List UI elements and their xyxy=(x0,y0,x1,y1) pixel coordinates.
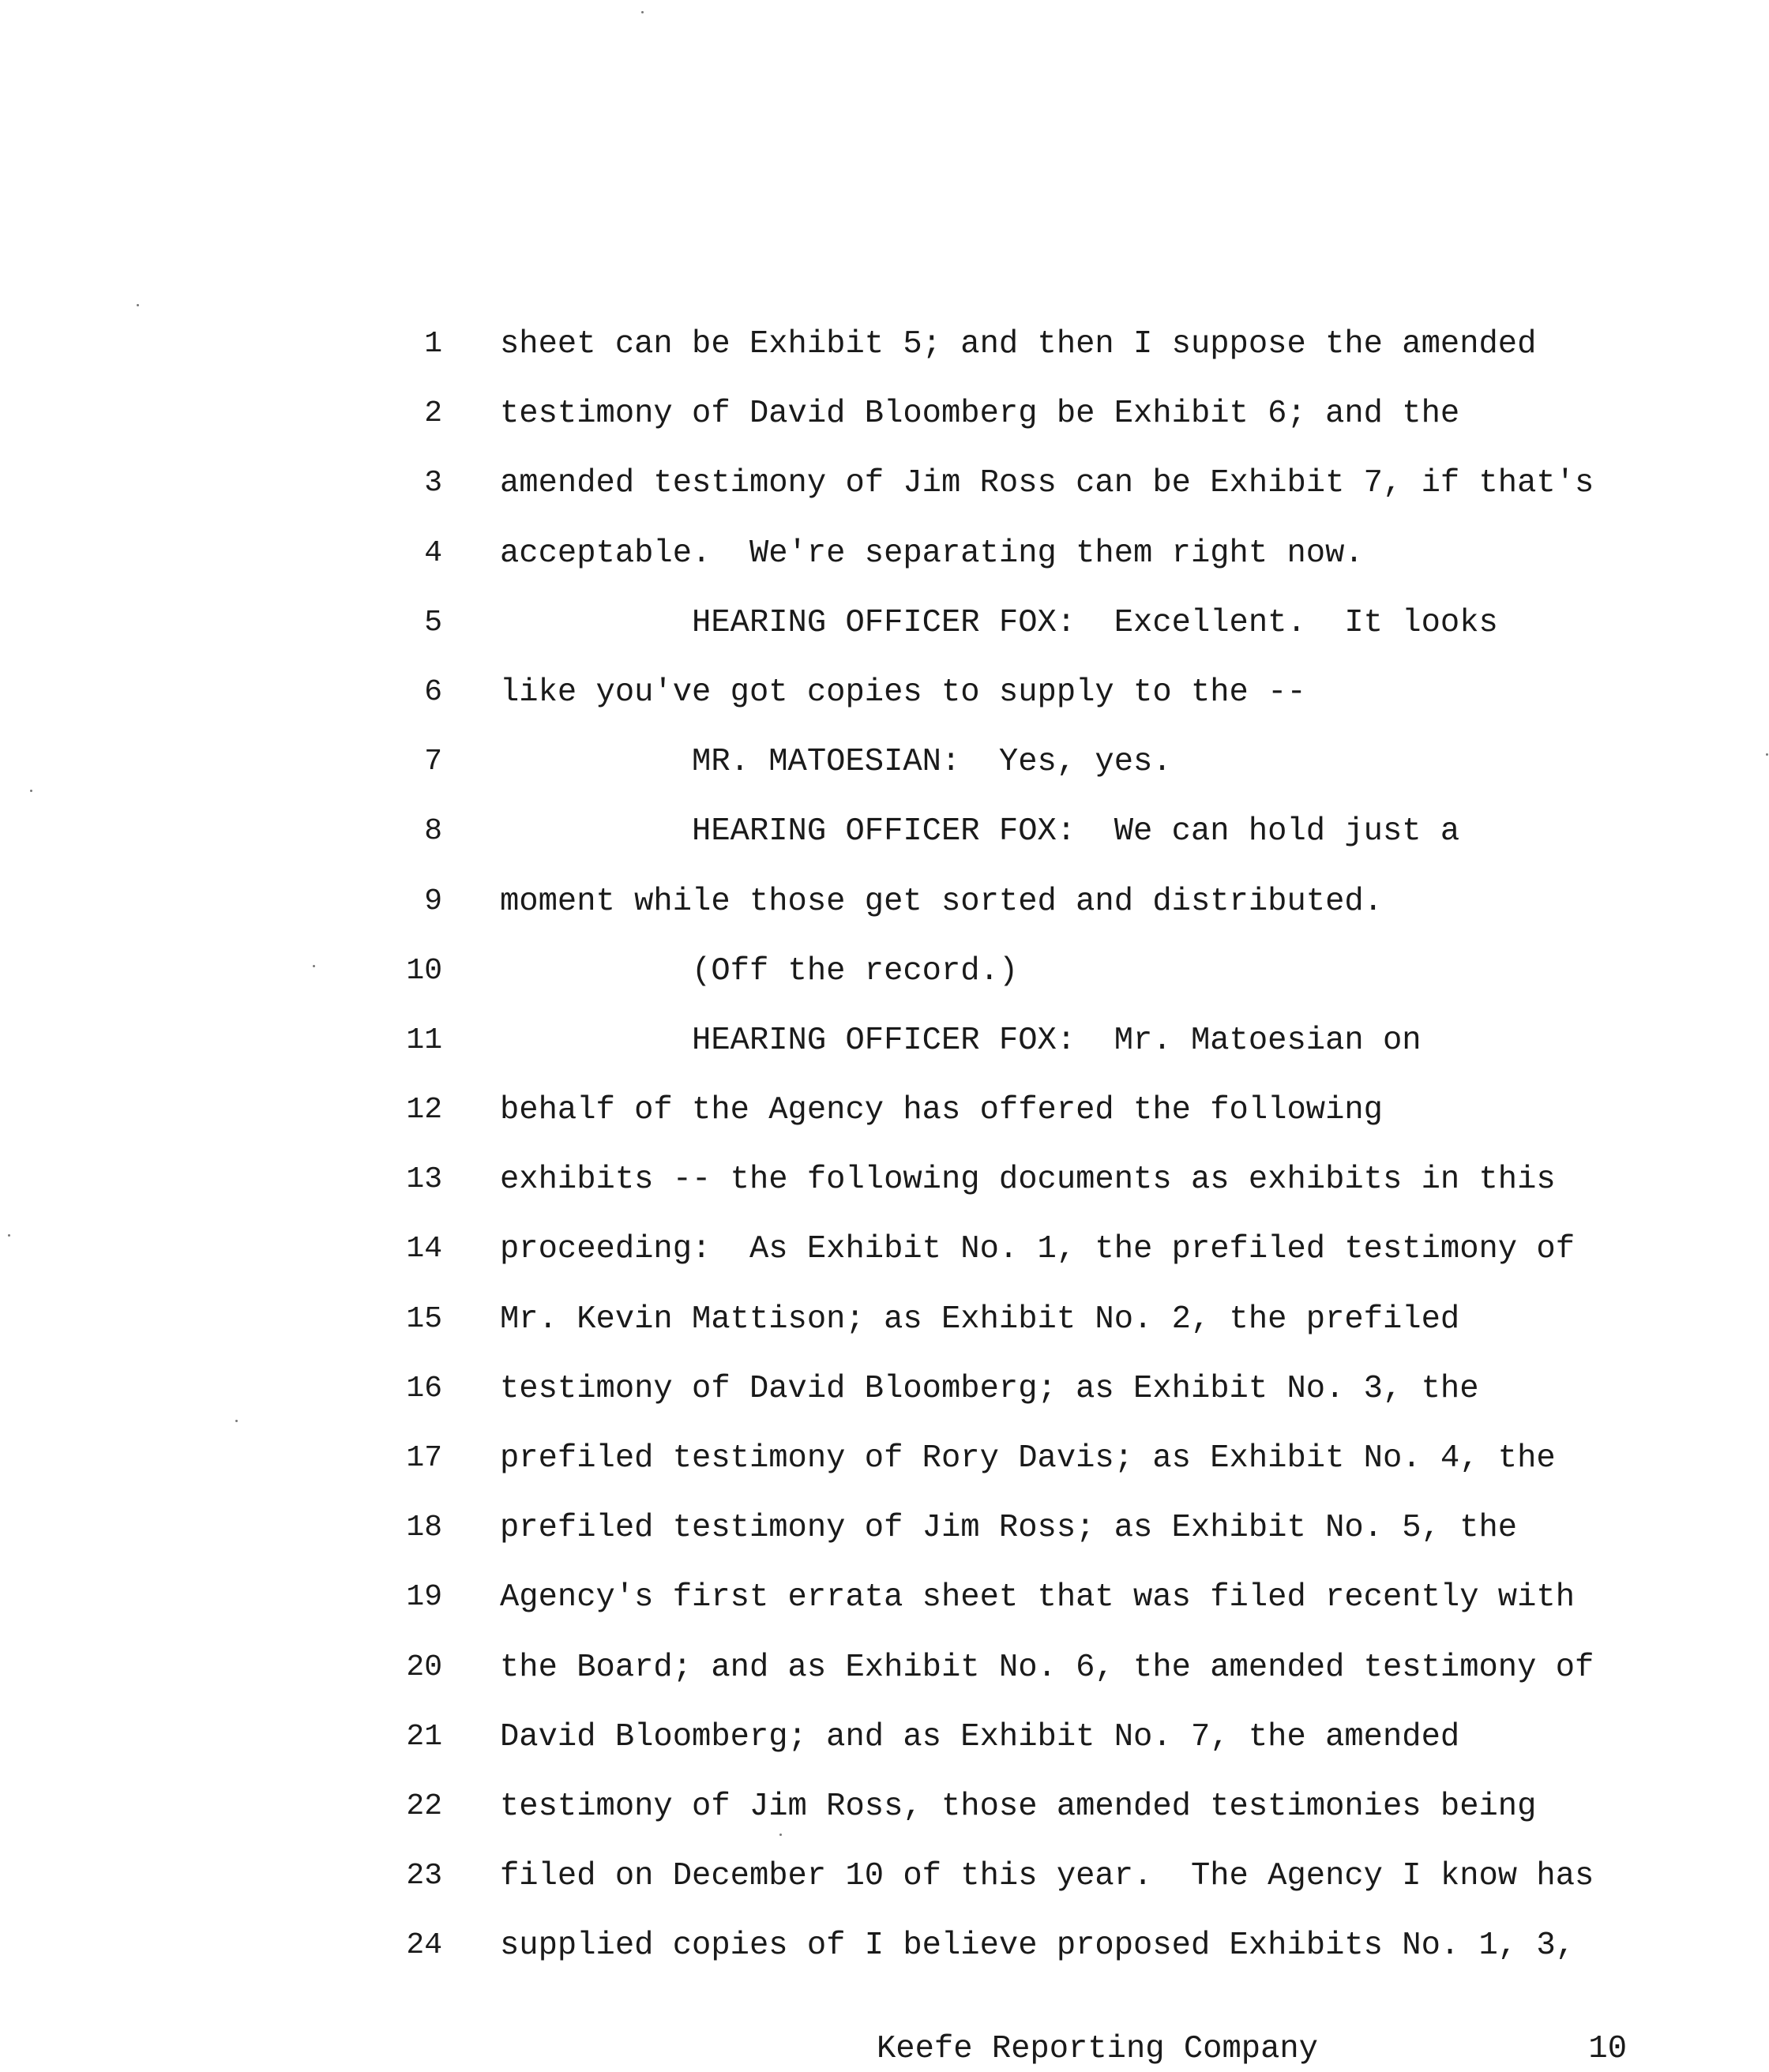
transcript-line xyxy=(0,1922,1769,1991)
transcript-line xyxy=(0,1783,1769,1852)
scan-speck xyxy=(641,11,644,13)
line-number: 1 xyxy=(424,327,442,361)
line-text: like you've got copies to supply to the -- xyxy=(500,674,1306,711)
line-number: 19 xyxy=(406,1580,442,1615)
line-number: 11 xyxy=(406,1023,442,1057)
line-number: 7 xyxy=(424,745,442,779)
scan-speck xyxy=(137,304,139,306)
transcript-lines xyxy=(0,321,1769,1992)
line-text: testimony of Jim Ross, those amended testimonies being xyxy=(500,1788,1537,1825)
transcript-line xyxy=(0,878,1769,948)
line-number: 10 xyxy=(406,953,442,988)
line-text: prefiled testimony of Rory Davis; as Exhibit No. 4, the xyxy=(500,1440,1556,1477)
transcript-line xyxy=(0,1156,1769,1226)
transcript-line xyxy=(0,1017,1769,1087)
transcript-line xyxy=(0,1087,1769,1156)
line-number: 3 xyxy=(424,466,442,501)
line-text: MR. MATOESIAN: Yes, yes. xyxy=(500,744,1172,781)
line-text: Agency's first errata sheet that was filed recently with xyxy=(500,1579,1576,1616)
line-number: 6 xyxy=(424,674,442,709)
transcript-line xyxy=(0,1644,1769,1714)
line-text: testimony of David Bloomberg; as Exhibit No. 3, the xyxy=(500,1370,1479,1407)
reporting-company-name: Keefe Reporting Company xyxy=(877,2031,1318,2067)
line-number: 15 xyxy=(406,1301,442,1336)
transcript-line xyxy=(0,1574,1769,1643)
transcript-line xyxy=(0,1365,1769,1435)
transcript-line xyxy=(0,1714,1769,1783)
line-number: 4 xyxy=(424,535,442,570)
transcript-line xyxy=(0,530,1769,599)
transcript-line xyxy=(0,1296,1769,1365)
transcript-line xyxy=(0,669,1769,738)
line-number: 13 xyxy=(406,1162,442,1197)
line-text: HEARING OFFICER FOX: Mr. Matoesian on xyxy=(500,1022,1422,1059)
line-text: proceeding: As Exhibit No. 1, the prefiled testimony of xyxy=(500,1231,1576,1268)
line-text: acceptable. We're separating them right now. xyxy=(500,535,1364,572)
transcript-line xyxy=(0,1226,1769,1295)
line-text: Mr. Kevin Mattison; as Exhibit No. 2, the prefiled xyxy=(500,1301,1460,1338)
transcript-line xyxy=(0,321,1769,390)
line-number: 5 xyxy=(424,605,442,640)
transcript-line xyxy=(0,390,1769,460)
transcript-line xyxy=(0,1852,1769,1922)
line-text: filed on December 10 of this year. The Agency I know has xyxy=(500,1858,1594,1895)
line-text: amended testimony of Jim Ross can be Exhibit 7, if that's xyxy=(500,465,1594,502)
transcript-line xyxy=(0,948,1769,1017)
transcript-line xyxy=(0,1435,1769,1504)
line-text: behalf of the Agency has offered the following xyxy=(500,1092,1383,1129)
line-number: 23 xyxy=(406,1859,442,1894)
page-footer xyxy=(0,2029,1769,2069)
line-number: 9 xyxy=(424,884,442,918)
line-number: 2 xyxy=(424,396,442,431)
line-number: 14 xyxy=(406,1232,442,1267)
line-text: moment while those get sorted and distributed. xyxy=(500,883,1383,920)
line-text: the Board; and as Exhibit No. 6, the amended testimony of xyxy=(500,1649,1594,1686)
line-text: HEARING OFFICER FOX: Excellent. It looks xyxy=(500,604,1498,641)
line-text: sheet can be Exhibit 5; and then I suppose the amended xyxy=(500,326,1537,362)
line-text: exhibits -- the following documents as exhibits in this xyxy=(500,1162,1556,1199)
line-text: testimony of David Bloomberg be Exhibit 6; and the xyxy=(500,396,1460,433)
page-number: 10 xyxy=(1588,2031,1627,2067)
line-text: supplied copies of I believe proposed Exhibits No. 1, 3, xyxy=(500,1927,1576,1965)
transcript-line xyxy=(0,738,1769,808)
line-number: 21 xyxy=(406,1719,442,1754)
line-text: prefiled testimony of Jim Ross; as Exhibit No. 5, the xyxy=(500,1510,1518,1547)
transcript-line xyxy=(0,460,1769,529)
transcript-line xyxy=(0,808,1769,877)
transcript-line xyxy=(0,599,1769,669)
line-number: 22 xyxy=(406,1789,442,1823)
line-number: 12 xyxy=(406,1093,442,1128)
line-number: 18 xyxy=(406,1511,442,1545)
line-number: 17 xyxy=(406,1441,442,1475)
line-number: 24 xyxy=(406,1928,442,1963)
line-text: (Off the record.) xyxy=(500,952,1019,989)
line-number: 16 xyxy=(406,1371,442,1406)
line-text: HEARING OFFICER FOX: We can hold just a xyxy=(500,813,1460,850)
line-number: 8 xyxy=(424,814,442,849)
transcript-line xyxy=(0,1504,1769,1574)
line-number: 20 xyxy=(406,1650,442,1684)
line-text: David Bloomberg; and as Exhibit No. 7, the amended xyxy=(500,1718,1460,1755)
